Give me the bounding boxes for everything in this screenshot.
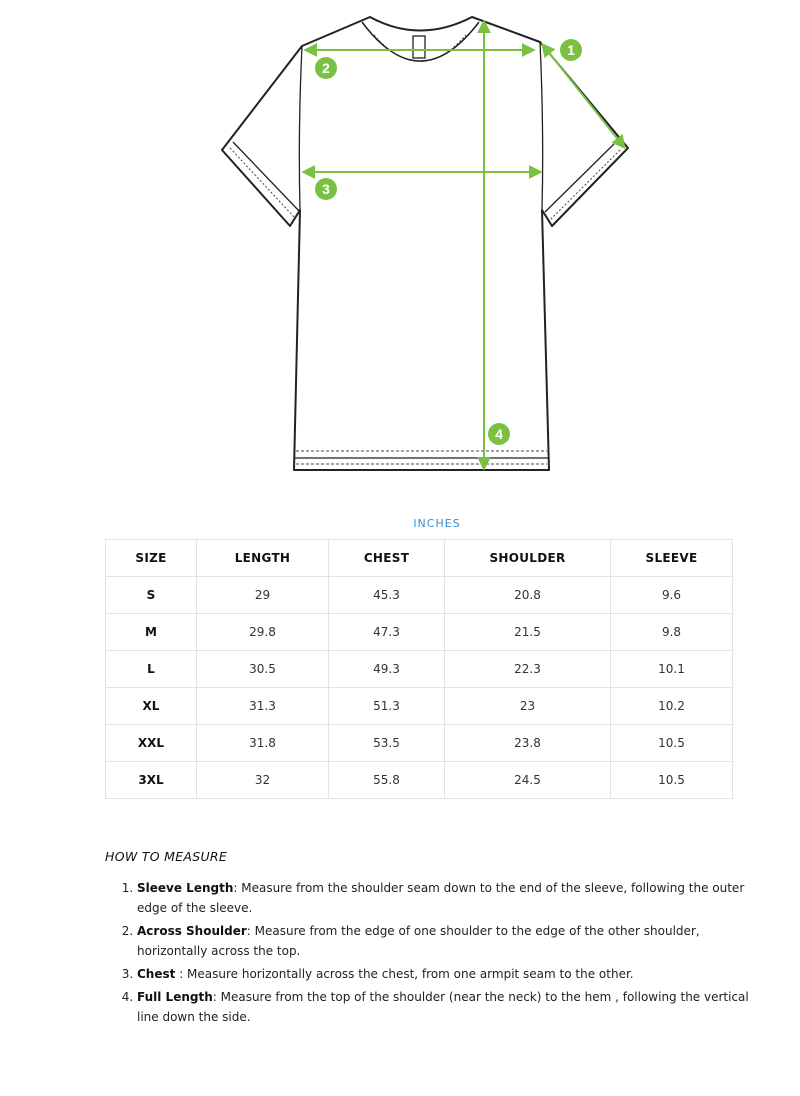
step-term: Full Length <box>137 990 213 1004</box>
chest-cell: 55.8 <box>329 762 445 799</box>
shoulder-cell: 23 <box>445 688 611 725</box>
size-cell: L <box>106 651 197 688</box>
units-label: INCHES <box>413 517 461 530</box>
neck-tag <box>413 36 425 58</box>
list-item <box>137 964 757 984</box>
header-shoulder: SHOULDER <box>445 540 611 577</box>
size-cell: M <box>106 614 197 651</box>
list-item <box>137 878 757 918</box>
length-cell: 30.5 <box>197 651 329 688</box>
chest-cell: 49.3 <box>329 651 445 688</box>
table-row <box>106 577 733 614</box>
svg-text:2: 2 <box>322 60 330 76</box>
header-size: SIZE <box>106 540 197 577</box>
shoulder-cell: 20.8 <box>445 577 611 614</box>
table-row <box>106 762 733 799</box>
sleeve-cell: 10.5 <box>611 762 733 799</box>
table-row <box>106 651 733 688</box>
step-separator: : <box>175 967 184 981</box>
chest-cell: 45.3 <box>329 577 445 614</box>
sleeve-cell: 10.2 <box>611 688 733 725</box>
length-cell: 31.3 <box>197 688 329 725</box>
step-term: Sleeve Length <box>137 881 234 895</box>
length-cell: 32 <box>197 762 329 799</box>
sleeve-cell: 9.6 <box>611 577 733 614</box>
length-cell: 29.8 <box>197 614 329 651</box>
chest-cell: 53.5 <box>329 725 445 762</box>
marker-1 <box>560 39 582 61</box>
sleeve-cell: 10.5 <box>611 725 733 762</box>
shoulder-cell: 22.3 <box>445 651 611 688</box>
header-chest: CHEST <box>329 540 445 577</box>
step-separator: : <box>233 881 238 895</box>
table-header-row <box>106 540 733 577</box>
step-separator: : <box>246 924 251 938</box>
table-row <box>106 688 733 725</box>
marker-3 <box>315 178 337 200</box>
sleeve-cell: 9.8 <box>611 614 733 651</box>
step-text: Measure from the top of the shoulder (near the neck) to the hem , following the vertical line down the side. <box>137 990 749 1024</box>
svg-text:3: 3 <box>322 181 330 197</box>
list-item <box>137 921 757 961</box>
tshirt-outline <box>222 17 628 470</box>
length-cell: 31.8 <box>197 725 329 762</box>
marker-2 <box>315 57 337 79</box>
chest-cell: 47.3 <box>329 614 445 651</box>
step-term: Across Shoulder <box>137 924 247 938</box>
svg-text:4: 4 <box>495 426 503 442</box>
chest-cell: 51.3 <box>329 688 445 725</box>
how-to-measure-title: HOW TO MEASURE <box>105 849 228 864</box>
table-row <box>106 614 733 651</box>
size-cell: XXL <box>106 725 197 762</box>
step-text: Measure from the shoulder seam down to the end of the sleeve, following the outer edge of the sleeve. <box>137 881 745 915</box>
measurement-steps <box>105 878 757 1030</box>
header-length: LENGTH <box>197 540 329 577</box>
table-row <box>106 725 733 762</box>
step-text: Measure from the edge of one shoulder to the edge of the other shoulder, horizontally across the top. <box>137 924 700 958</box>
list-item <box>137 987 757 1027</box>
shoulder-cell: 21.5 <box>445 614 611 651</box>
tshirt-measurement-diagram <box>0 0 800 490</box>
shoulder-cell: 24.5 <box>445 762 611 799</box>
size-cell: S <box>106 577 197 614</box>
size-cell: XL <box>106 688 197 725</box>
size-cell: 3XL <box>106 762 197 799</box>
sleeve-cell: 10.1 <box>611 651 733 688</box>
step-term: Chest <box>137 967 176 981</box>
shoulder-cell: 23.8 <box>445 725 611 762</box>
step-separator: : <box>212 990 217 1004</box>
marker-4 <box>488 423 510 445</box>
step-text: Measure horizontally across the chest, from one armpit seam to the other. <box>183 967 634 981</box>
length-cell: 29 <box>197 577 329 614</box>
svg-text:1: 1 <box>567 42 575 58</box>
header-sleeve: SLEEVE <box>611 540 733 577</box>
size-chart-table <box>105 539 733 799</box>
